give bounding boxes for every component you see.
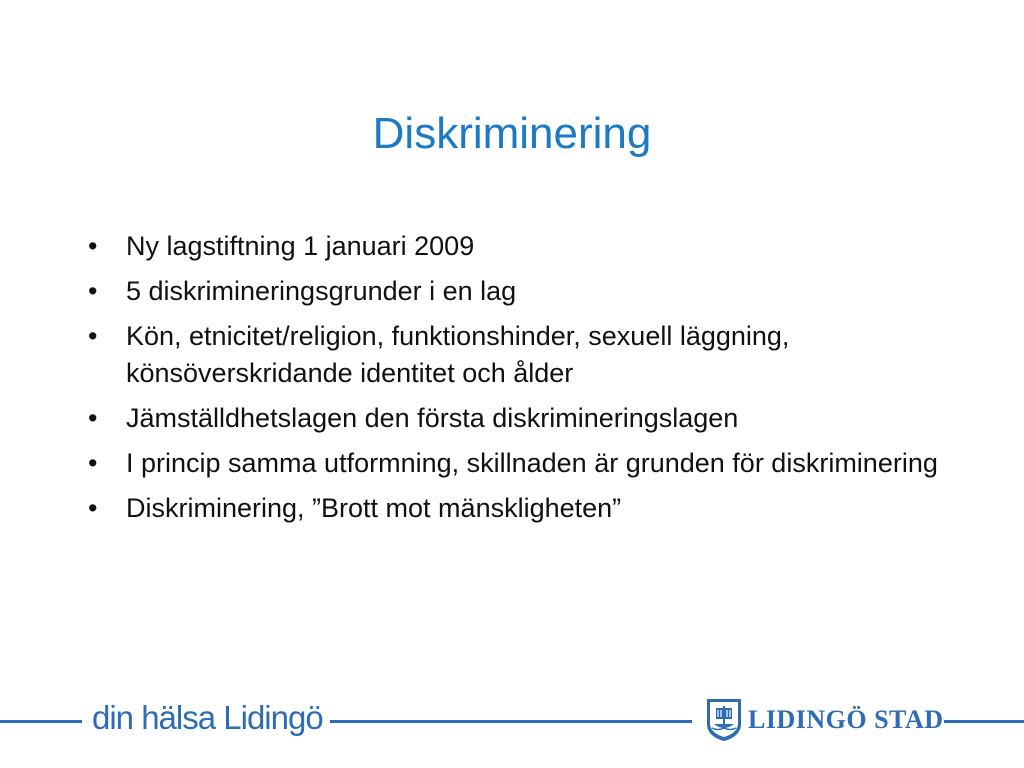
bullet-list [88, 228, 958, 535]
bullet-item [88, 318, 958, 392]
bullet-dot: • [88, 276, 98, 306]
bullet-item [88, 273, 958, 310]
slide-title: Diskriminering [372, 109, 652, 158]
bullet-dot: • [88, 448, 98, 478]
footer [0, 688, 1024, 748]
tagline-logo: din hälsa Lidingö [92, 699, 323, 736]
bullet-dot: • [88, 493, 98, 523]
viking-ship-crest-icon [706, 698, 742, 742]
bullet-dot: • [88, 321, 98, 351]
footer-rule-left [0, 720, 82, 723]
footer-rule-right [944, 720, 1024, 723]
bullet-item [88, 228, 958, 265]
bullet-text: 5 diskrimineringsgrunder i en lag [126, 276, 517, 306]
bullet-item [88, 445, 958, 482]
bullet-text: Diskriminering, ”Brott mot mänskligheten” [126, 493, 622, 523]
org-name-logo: LIDINGÖ STAD [748, 705, 944, 734]
bullet-item [88, 490, 958, 527]
bullet-item [88, 400, 958, 437]
bullet-dot: • [88, 231, 98, 261]
bullet-text: Kön, etnicitet/religion, funktionshinder, sexuell läggning, könsöverskridande identitet och ålder [126, 321, 790, 388]
bullet-text: Ny lagstiftning 1 januari 2009 [126, 231, 475, 261]
bullet-dot: • [88, 403, 98, 433]
footer-rule-middle [330, 720, 692, 723]
bullet-text: I princip samma utformning, skillnaden är grunden för diskriminering [126, 448, 938, 478]
bullet-text: Jämställdhetslagen den första diskrimineringslagen [126, 403, 739, 433]
